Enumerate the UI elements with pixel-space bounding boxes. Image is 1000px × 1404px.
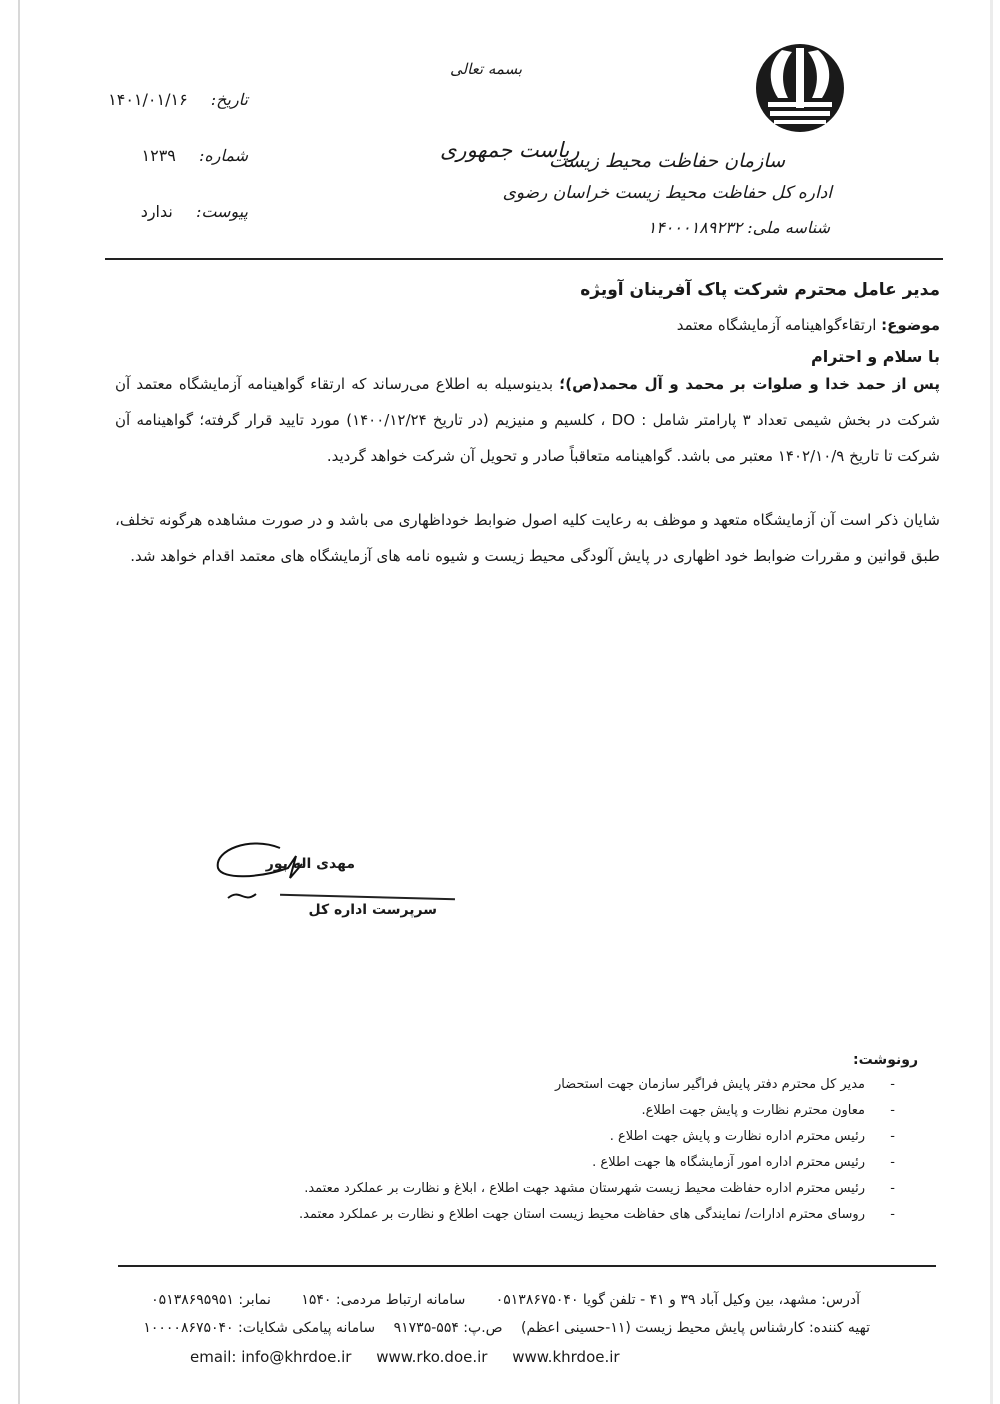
footer-address: آدرس: مشهد، بین وکیل آباد ۳۹ و ۴۱ - تلفن گویا ۰۵۱۳۸۶۷۵۰۴۰ [495, 1292, 860, 1308]
subject-label: موضوع: [881, 316, 940, 334]
organization-logo [752, 40, 848, 152]
cc-item: - روسای محترم ادارات/ نمایندگی های حفاظت محیط زیست استان جهت اطلاع و نظارت بر عملکرد معتمد. [299, 1202, 895, 1228]
subject-value: ارتقاءگواهینامه آزمایشگاه معتمد [676, 316, 877, 334]
paragraph-1-text: بدینوسیله به اطلاع می‌رساند که ارتقاء گواهینامه آزمایشگاه معتمد آن شرکت در بخش شیمی تعداد ۳ پارامتر شامل : DO ، کلسیم و منیزیم (در تاریخ ۱۴۰۰/۱۲/۲۴) مورد تایید قرار گرفته؛ گواهینامه آن شرکت تا تاریخ ۱۴۰۲/۱۰/۹ معتبر می باشد. گواهینامه متعاقباً صادر و تحویل آن شرکت خواهد گردید. [115, 375, 940, 465]
number-label: شماره: [198, 146, 248, 165]
footer-web-line [190, 1348, 640, 1366]
signatory-name: مهدی اله پور [265, 856, 355, 872]
number-row [142, 146, 249, 165]
footer-public-line: سامانه ارتباط مردمی: ۱۵۴۰ [301, 1292, 466, 1308]
attachment-value: ندارد [140, 202, 173, 221]
cc-item: - معاون محترم نظارت و پایش جهت اطلاع. [299, 1098, 895, 1124]
paragraph-1-lead: پس از حمد خدا و صلوات بر محمد و آل محمد(ص)؛ [559, 375, 940, 393]
footer-site-1: www.rko.doe.ir [376, 1348, 488, 1366]
cc-item: - رئیس محترم اداره نظارت و پایش جهت اطلاع . [299, 1124, 895, 1150]
cc-item: - رئیس محترم اداره حفاظت محیط زیست شهرستان مشهد جهت اطلاع ، ابلاغ و نظارت بر عملکرد معتمد. [299, 1176, 895, 1202]
cc-label: رونوشت: [853, 1052, 918, 1068]
cc-list [299, 1072, 895, 1228]
body-paragraph-1 [115, 366, 940, 474]
date-value: ۱۴۰۱/۰۱/۱۶ [108, 90, 188, 109]
footer-email: email: info@khrdoe.ir [190, 1348, 352, 1366]
attachment-row [141, 202, 248, 221]
presidency-title: ریاست جمهوری [440, 138, 580, 162]
date-row [108, 90, 248, 109]
recipient: مدیر عامل محترم شرکت پاک آفرینان آویژه [580, 280, 940, 300]
national-id-value: ۱۴۰۰۰۱۸۹۲۳۲ [647, 218, 743, 237]
national-id [648, 218, 830, 237]
footer-info-line [129, 1320, 870, 1336]
footer-site-2: www.khrdoe.ir [512, 1348, 620, 1366]
national-id-label: شناسه ملی: [747, 218, 830, 237]
footer-prepared-by: تهیه کننده: کارشناس پایش محیط زیست (۱۱-حسینی اعظم) [521, 1320, 870, 1336]
header-divider [105, 258, 943, 260]
organization-name: سازمان حفاظت محیط زیست [548, 150, 785, 172]
greeting: با سلام و احترام [811, 347, 940, 366]
page-edge-left [18, 0, 20, 1404]
footer-divider [118, 1265, 936, 1267]
footer-contact-line [125, 1292, 860, 1308]
date-label: تاریخ: [210, 90, 248, 109]
cc-item: - رئیس محترم اداره امور آزمایشگاه ها جهت اطلاع . [299, 1150, 895, 1176]
footer-fax: نمابر: ۰۵۱۳۸۶۹۵۹۵۱ [151, 1292, 271, 1308]
subject-line [677, 316, 940, 334]
number-value: ۱۲۳۹ [141, 146, 176, 165]
page-edge-right [990, 0, 993, 1404]
signatory-title: سرپرست اداره کل [308, 902, 437, 918]
organization-department: اداره کل حفاظت محیط زیست خراسان رضوی [502, 183, 832, 203]
body-paragraph-2: شایان ذکر است آن آزمایشگاه متعهد و موظف به رعایت کلیه اصول ضوابط خوداظهاری می باشد و در صورت مشاهده هرگونه تخلف، طبق قوانین و مقررات ضوابط خود اظهاری در پایش آلودگی محیط زیست و شیوه نامه های آزمایشگاه های معتمد اقدام خواهد شد. [115, 511, 940, 565]
footer-po-box: ص.پ: ۵۵۴-۹۱۷۳۵ [393, 1320, 503, 1336]
cc-item: - مدیر کل محترم دفتر پایش فراگیر سازمان جهت استحضار [299, 1072, 895, 1098]
footer-sms: سامانه پیامکی شکایات: ۱۰۰۰۰۸۶۷۵۰۴۰ [143, 1320, 376, 1336]
bismillah: بسمه تعالی [450, 60, 523, 78]
attachment-label: پیوست: [195, 202, 248, 221]
